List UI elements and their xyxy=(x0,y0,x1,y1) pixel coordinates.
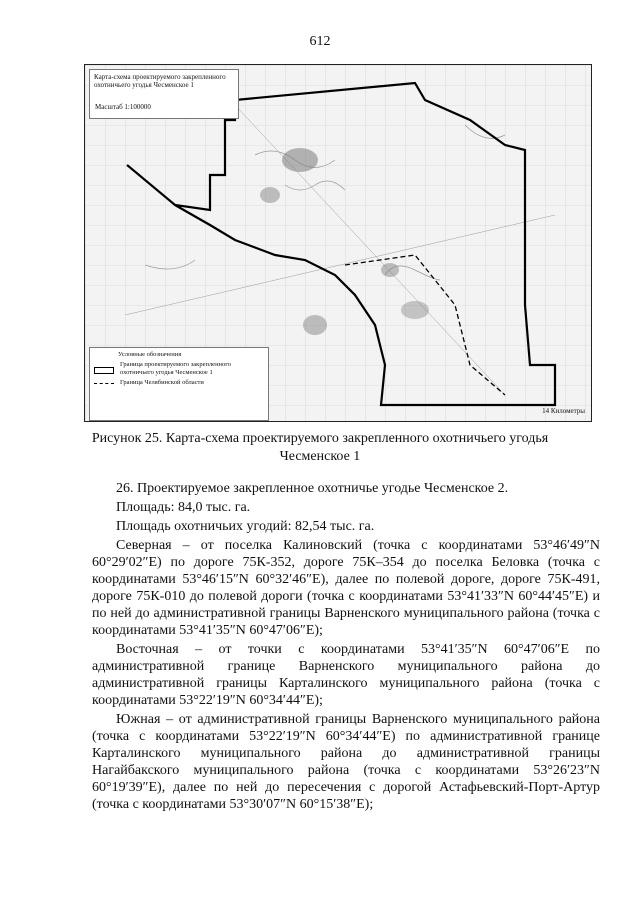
thick-boundary-symbol-icon xyxy=(94,367,114,374)
boundary-north: Северная – от поселка Калиновский (точка с координатами 53°46′49″N 60°29′02″E) по дороге 75К-352, дороге 75К–354 до поселка Беловка (точка с координатами 53°46′15″N 60°32′46″E), далее по полевой дороге, дороге 75К-491, дороге 75К-010 до полевой дороги (точка с координатами 53°41′33″N 60°44′45″E) и по ней до административной границы Варненского муниципального района (точка с координатами 53°41′35″N 60°47′06″E); xyxy=(92,538,600,638)
dashed-boundary-symbol-icon xyxy=(94,383,114,384)
map-km-scale: 14 Километры xyxy=(542,407,585,415)
boundary-south: Южная – от административной границы Варненского муниципального района (точка с координатами 53°22′19″N 60°34′44″E) по административной границе Карталинского муниципального района до административной границы Нагайбакского муниципального района (точка с координатами 53°26′23″N 60°19′39″E), далее по ней до пересечения с дорогой Астафьевский-Порт-Артур (точка с координатами 53°30′07″N 60°15′38″E); xyxy=(92,712,600,812)
legend-item-region-boundary xyxy=(94,379,264,387)
caption-line: Чесменское 1 xyxy=(279,449,361,464)
map-legend xyxy=(89,347,269,421)
figure-caption xyxy=(60,430,580,466)
document-body xyxy=(92,480,600,815)
boundary-east: Восточная – от точки с координатами 53°41′35″N 60°47′06″E по административной границе Варненского муниципального района до административной границы Карталинского муниципального района (точка с координатами 53°22′19″N 60°34′44″E); xyxy=(92,642,600,708)
page-number: 612 xyxy=(309,34,331,49)
section-heading: 26. Проектируемое закрепленное охотничье угодье Чесменское 2. xyxy=(116,481,509,496)
caption-line: Рисунок 25. Карта-схема проектируемого закрепленного охотничьего угодья xyxy=(91,431,549,446)
map-scale: Масштаб 1:100000 xyxy=(95,103,151,111)
map-title: Карта-схема проектируемого закрепленного охотничьего угодья Чесменское 1 xyxy=(94,73,226,89)
legend-item-hunting-boundary xyxy=(94,361,264,377)
area-total: Площадь: 84,0 тыс. га. xyxy=(116,500,251,515)
map-title-box xyxy=(89,69,239,119)
legend-label: Граница Челябинской области xyxy=(120,379,204,386)
legend-label: Граница проектируемого закрепленного охотничьего угодья Чесменское 1 xyxy=(120,361,232,376)
map-figure xyxy=(84,64,592,422)
legend-title: Условные обозначения xyxy=(118,351,182,358)
area-hunting: Площадь охотничьих угодий: 82,54 тыс. га. xyxy=(116,519,375,534)
